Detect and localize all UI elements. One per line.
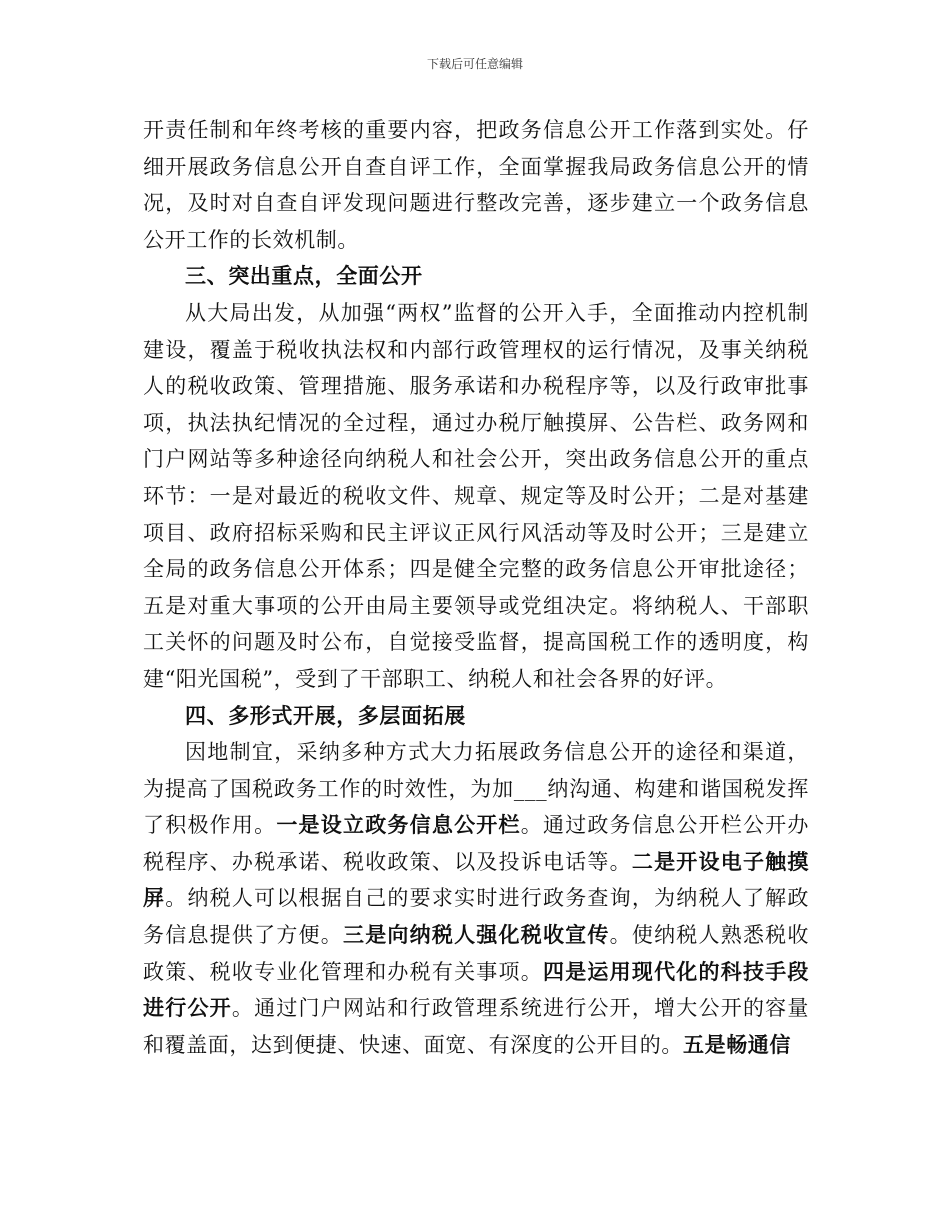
bold-point-1: 一是设立政务信息公开栏: [276, 813, 521, 838]
text-segment: 。通过门户网站和行政管理系统进行公开，增大公开的容量和覆盖面，达到便捷、快速、面宽、有深度的公开目的。: [143, 996, 809, 1057]
bold-point-3: 三是向纳税人强化税收宣传: [342, 923, 610, 948]
section-heading-4: 四、多形式开展，多层面拓展: [185, 703, 466, 728]
bold-point-4: 四是运用现代化的科技手段进行公开: [143, 959, 809, 1021]
paragraph-continuation: 开责任制和年终考核的重要内容，把政务信息公开工作落到实处。仔细开展政务信息公开自查自评工作，全面掌握我局政务信息公开的情况，及时对自查自评发现问题进行整改完善，逐步建立一个政务信息公开工作的长效机制。: [143, 118, 809, 252]
paragraph-section-3: 从大局出发，从加强“两权”监督的公开入手，全面推动内控机制建设，覆盖于税收执法权和内部行政管理权的运行情况，及事关纳税人的税收政策、管理措施、服务承诺和办税程序等，以及行政审批事项，执法执纪情况的全过程，通过办税厅触摸屏、公告栏、政务网和门户网站等多种途径向纳税人和社会公开，突出政务信息公开的重点环节：一是对最近的税收文件、规章、规定等及时公开；二是对基建项目、政府招标采购和民主评议正风行风活动等及时公开；三是建立全局的政务信息公开体系；四是健全完整的政务信息公开审批途径；五是对重大事项的公开由局主要领导或党组决定。将纳税人、干部职工关怀的问题及时公布，自觉接受监督，提高国税工作的透明度，构建“阳光国税”，受到了干部职工、纳税人和社会各界的好评。: [143, 300, 809, 691]
document-body: [143, 112, 809, 1063]
text-segment: 因地制宜，采纳多种方式大力拓展政务信息公开的途径和渠道，为提高了国税政务工作的时效性，为加___纳沟通、构建和谐国税发挥了积极作用。: [143, 740, 809, 838]
paragraph-section-4: [143, 734, 809, 1063]
text-segment: 。通过政务信息公开栏公开办税程序、办税承诺、税收政策、以及投诉电话等。: [143, 813, 809, 874]
bold-point-2: 二是开设电子触摸屏: [143, 849, 809, 911]
bold-point-5: 五是畅通信: [683, 1032, 791, 1057]
text-segment: 。纳税人可以根据自己的要求实时进行政务查询，为纳税人了解政务信息提供了方便。: [143, 886, 809, 948]
section-heading-3: 三、突出重点，全面公开: [185, 264, 423, 289]
page-header: 下载后可任意编辑: [426, 57, 523, 71]
text-segment: 。使纳税人熟悉税收政策、税收专业化管理和办税有关事项。: [143, 923, 809, 984]
